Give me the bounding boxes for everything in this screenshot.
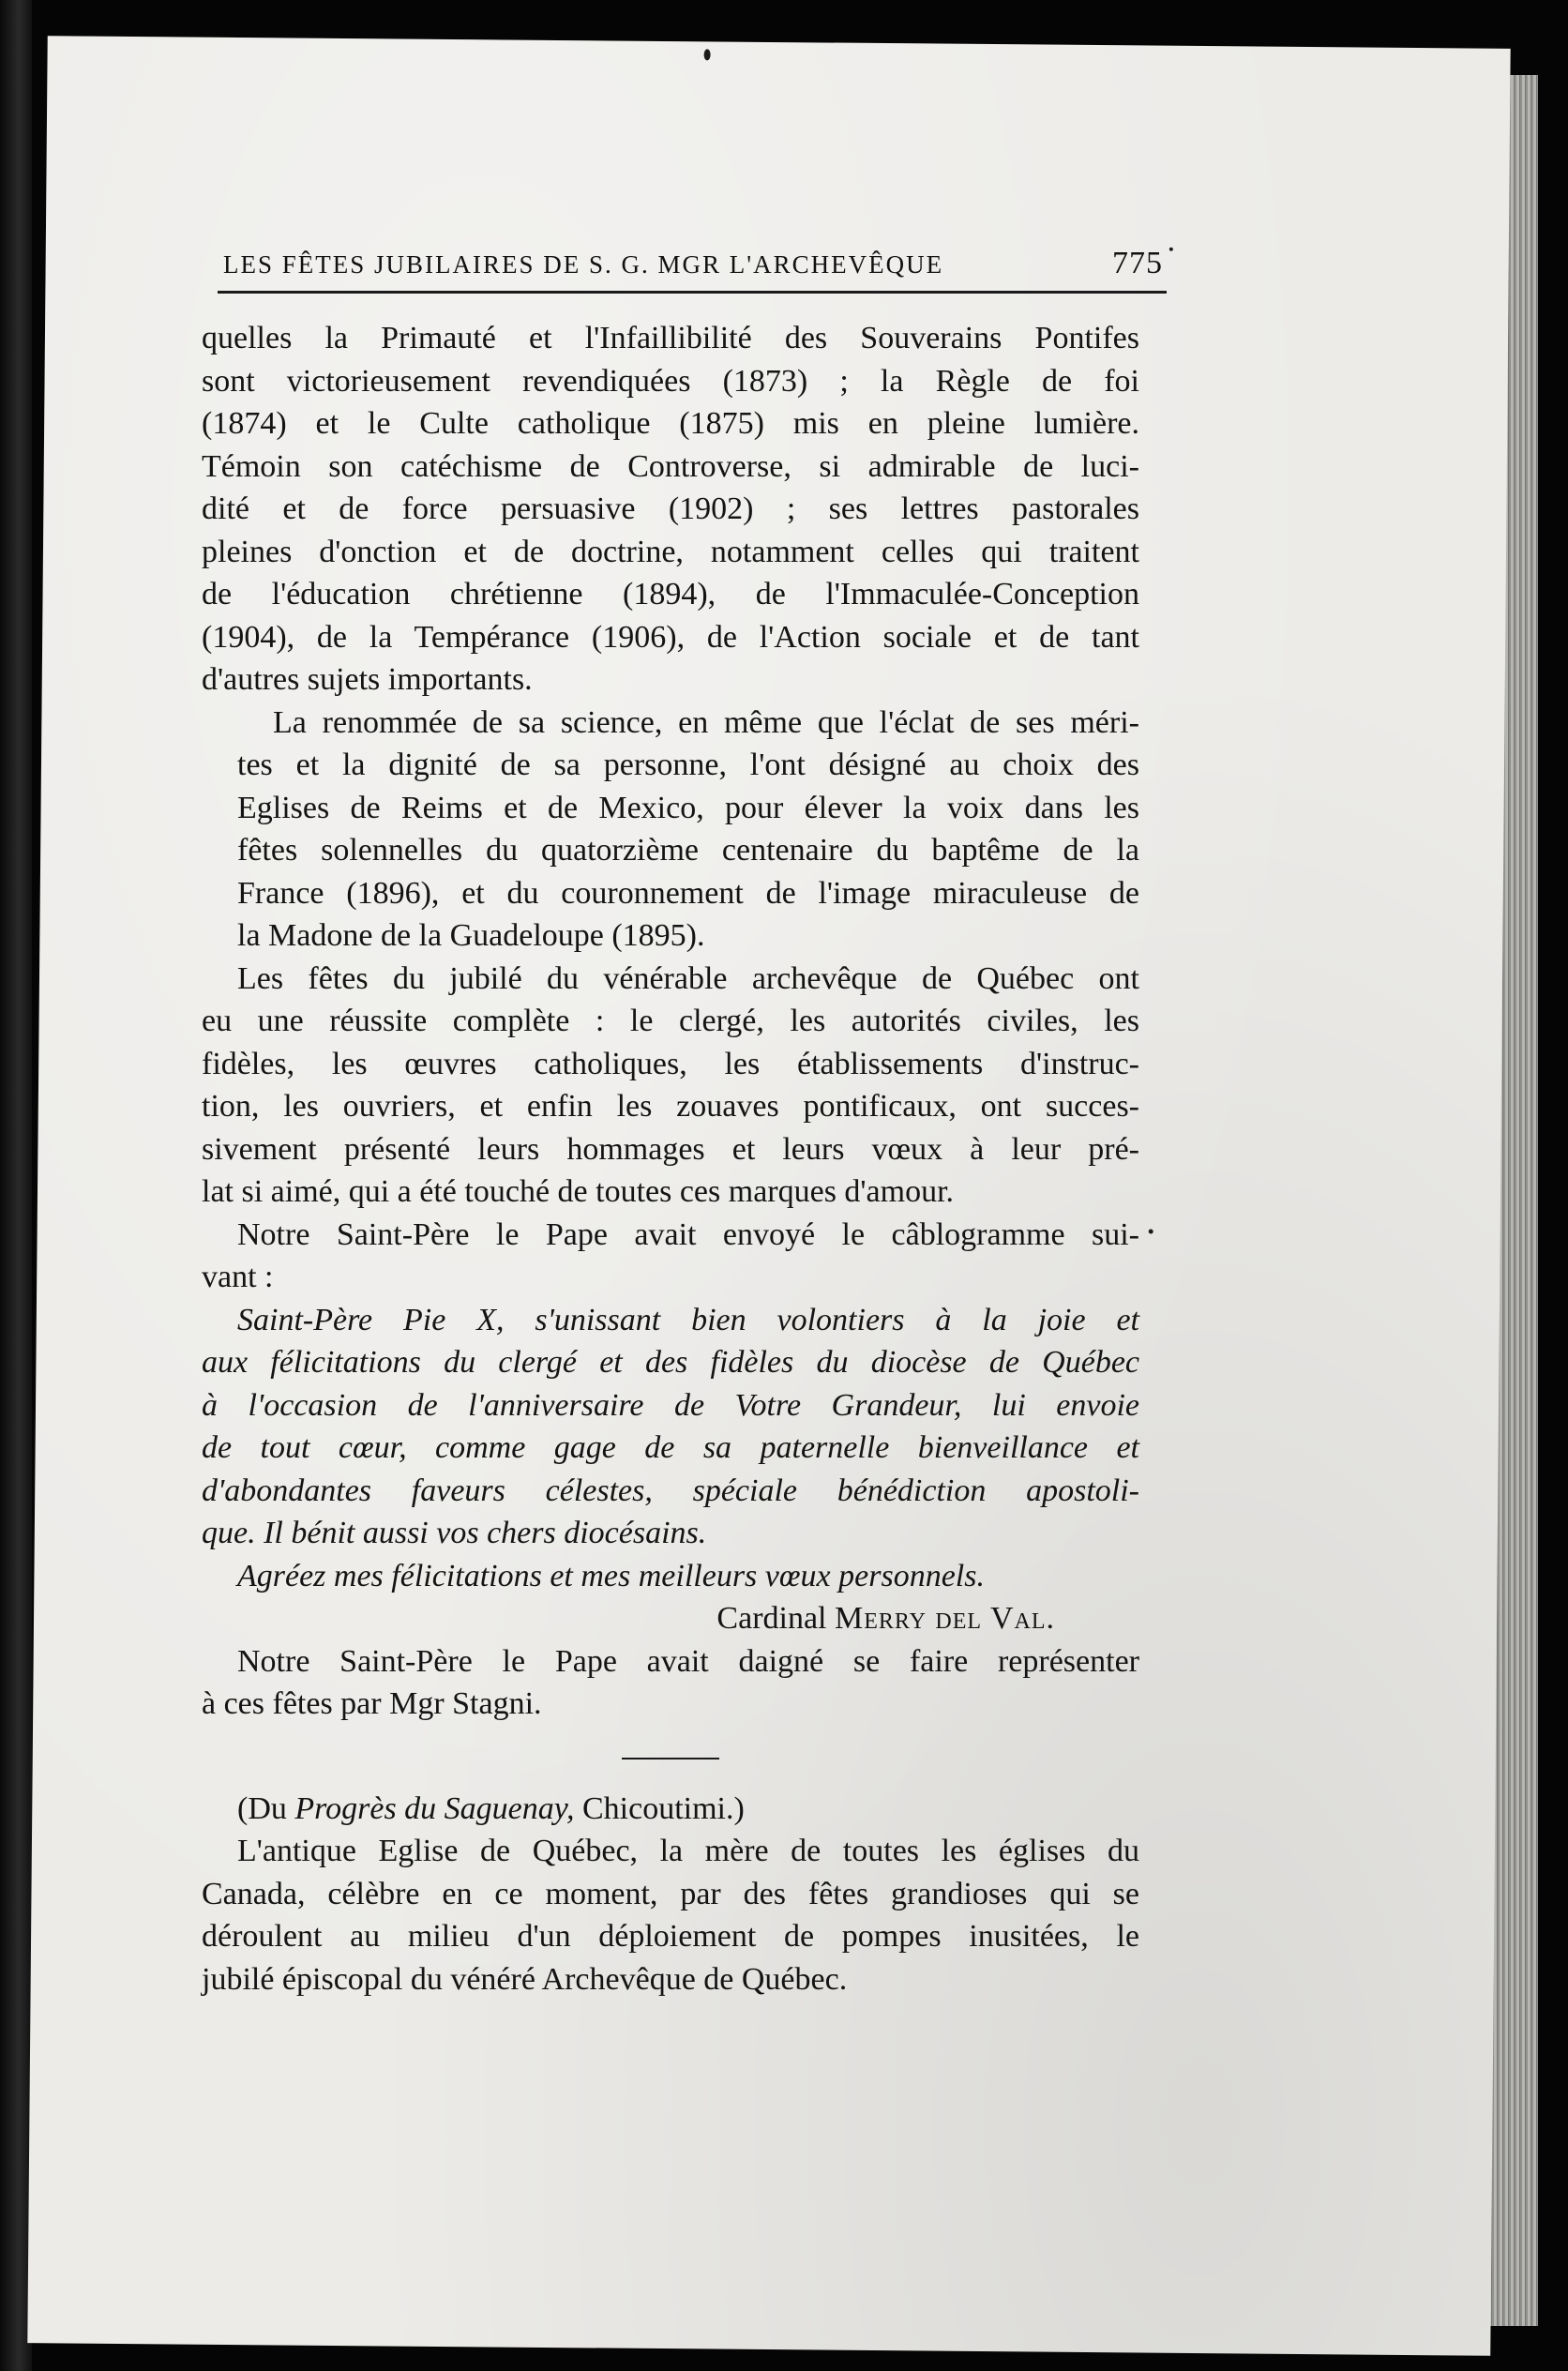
- paragraph-works: [202, 317, 1139, 702]
- source-rest: Chicoutimi.): [574, 1790, 745, 1826]
- text-line: jubilé épiscopal du vénéré Archevêque de Québec.: [202, 1961, 848, 1997]
- text-line: La renommée de sa science, en même que l'éclat de ses méri-: [273, 704, 1139, 740]
- text-line: eu une réussite complète : le clergé, les autorités civiles, les: [202, 1004, 1139, 1038]
- text-line: (1874) et le Culte catholique (1875) mis en pleine lumière.: [202, 406, 1139, 441]
- text-line: France (1896), et du couronnement de l'image miraculeuse de: [237, 875, 1139, 911]
- facing-page-edge: [0, 0, 32, 2371]
- speck: [704, 49, 711, 60]
- header-rule: [218, 291, 1167, 294]
- text-line: la Madone de la Guadeloupe (1895).: [237, 918, 705, 953]
- page-body: [202, 317, 1139, 2001]
- text-line: à ces fêtes par Mgr Stagni.: [202, 1686, 542, 1721]
- text-line: pleines d'onction et de doctrine, notamment celles qui traitent: [202, 534, 1139, 569]
- text-line: fêtes solennelles du quatorzième centenaire du baptême de la: [237, 833, 1139, 868]
- text-line: sivement présenté leurs hommages et leurs vœux à leur pré-: [202, 1131, 1139, 1167]
- signature-name: Merry del Val.: [835, 1601, 1055, 1636]
- quote-line: que. Il bénit aussi vos chers diocésains.: [202, 1516, 707, 1550]
- text-line: d'autres sujets importants.: [202, 662, 533, 697]
- speck: [1149, 1230, 1153, 1234]
- text-line: quelles la Primauté et l'Infaillibilité des Souverains Pontifes: [202, 321, 1139, 355]
- signature-title: Cardinal: [716, 1601, 827, 1636]
- signature-line: [202, 1597, 1139, 1640]
- paragraph-representative: [202, 1640, 1139, 1726]
- text-line: tes et la dignité de sa personne, l'ont désigné au choix des: [237, 748, 1139, 782]
- journal-title: Progrès du Saguenay,: [294, 1790, 575, 1826]
- text-line: sont victorieusement revendiquées (1873) ; la Règle de foi: [202, 363, 1139, 399]
- section-separator: [622, 1758, 719, 1759]
- cablegram-text: [202, 1299, 1139, 1598]
- paragraph-jubilee: [202, 958, 1139, 1214]
- speck: [1169, 248, 1173, 251]
- paragraph-cablegram-intro: [202, 1214, 1139, 1299]
- text-line: fidèles, les œuvres catholiques, les établissements d'instruc-: [202, 1046, 1139, 1081]
- cablegram-closing: Agréez mes félicitations et mes meilleurs vœux personnels.: [237, 1558, 985, 1593]
- text-line: L'antique Eglise de Québec, la mère de toutes les églises du: [237, 1834, 1139, 1868]
- source-open: (Du: [237, 1790, 295, 1826]
- paragraph-renown: [202, 702, 1139, 958]
- text-line: Notre Saint-Père le Pape avait envoyé le câblogramme sui-: [237, 1216, 1139, 1252]
- text-line: déroulent au milieu d'un déploiement de pompes inusitées, le: [202, 1919, 1139, 1954]
- running-title: LES FÊTES JUBILAIRES DE S. G. MGR L'ARCHEVÊQUE: [223, 250, 944, 279]
- text-line: Notre Saint-Père le Pape avait daigné se faire représenter: [237, 1643, 1139, 1679]
- cablegram-signature: [202, 1597, 1139, 1640]
- paragraph-article: [202, 1830, 1139, 2001]
- text-line: vant :: [202, 1260, 274, 1294]
- source-note: [202, 1788, 1139, 1831]
- quote-line: aux félicitations du clergé et des fidèles du diocèse de Québec: [202, 1345, 1139, 1380]
- page-number: 775: [1112, 246, 1163, 280]
- text-line: Canada, célèbre en ce moment, par des fêtes grandioses qui se: [202, 1876, 1139, 1911]
- text-line: tion, les ouvriers, et enfin les zouaves pontificaux, ont succes-: [202, 1089, 1139, 1124]
- quote-line: d'abondantes faveurs célestes, spéciale bénédiction apostoli-: [202, 1472, 1139, 1508]
- text-line: lat si aimé, qui a été touché de toutes ces marques d'amour.: [202, 1174, 955, 1209]
- text-line: (1904), de la Tempérance (1906), de l'Action sociale et de tant: [202, 619, 1139, 655]
- text-line: de l'éducation chrétienne (1894), de l'Immaculée-Conception: [202, 577, 1139, 612]
- text-line: dité et de force persuasive (1902) ; ses lettres pastorales: [202, 491, 1139, 526]
- source-line: [202, 1788, 1139, 1831]
- text-line: Eglises de Reims et de Mexico, pour élever la voix dans les: [237, 790, 1139, 825]
- running-head: [223, 246, 1163, 281]
- quote-line: à l'occasion de l'anniversaire de Votre Grandeur, lui envoie: [202, 1387, 1139, 1423]
- text-line: Témoin son catéchisme de Controverse, si admirable de luci-: [202, 448, 1139, 484]
- text-line: Les fêtes du jubilé du vénérable archevêque de Québec ont: [237, 960, 1139, 996]
- quote-line: de tout cœur, comme gage de sa paternelle bienveillance et: [202, 1430, 1139, 1465]
- quote-line: Saint-Père Pie X, s'unissant bien volontiers à la joie et: [237, 1302, 1139, 1337]
